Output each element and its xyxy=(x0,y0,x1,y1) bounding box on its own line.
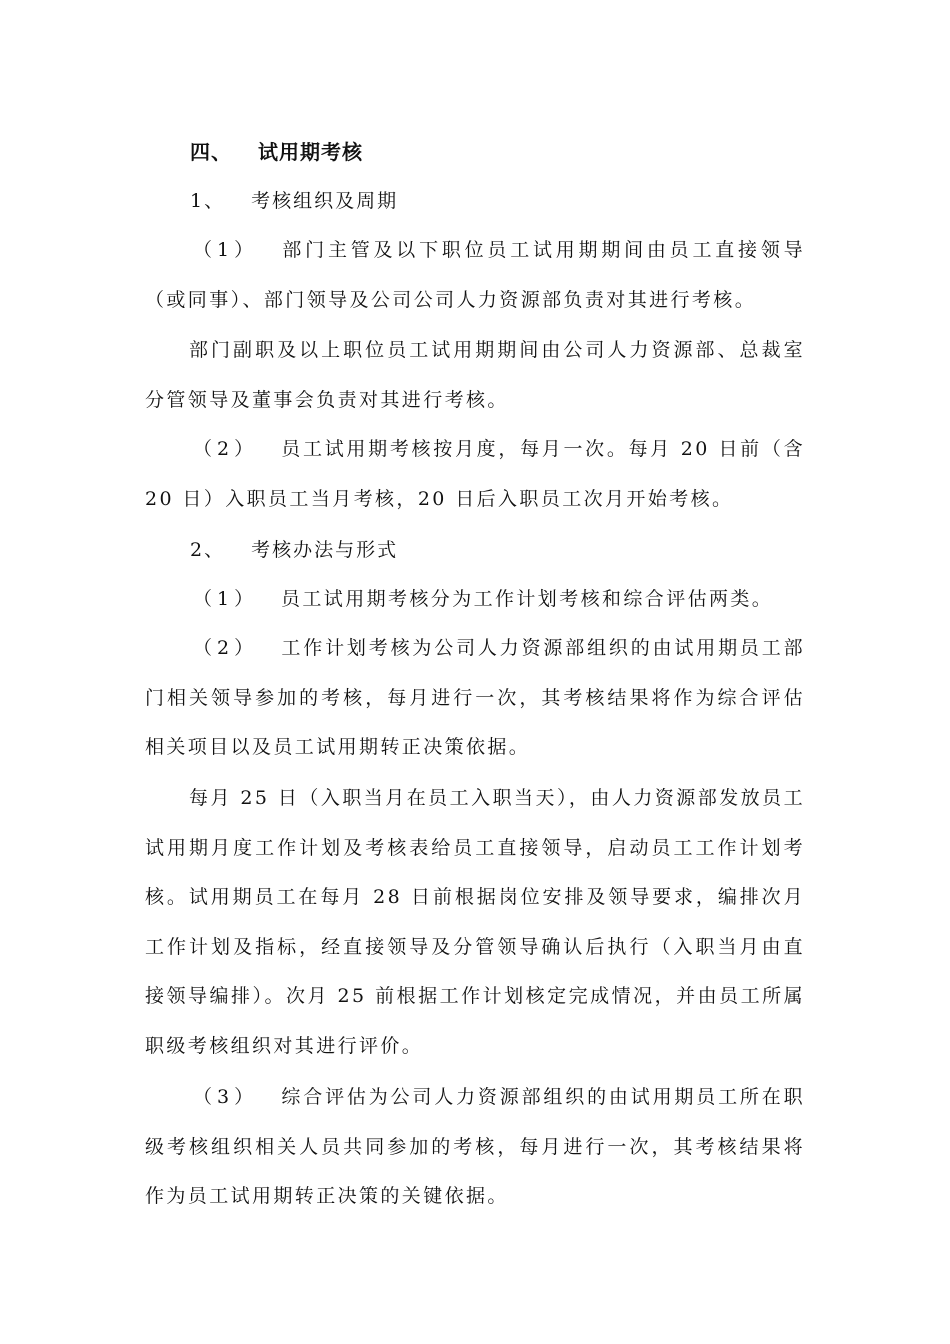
paragraph-management-scope xyxy=(145,326,805,425)
section-title-text: 试用期考核 xyxy=(258,140,363,164)
paragraph-item-2-3 xyxy=(145,1073,805,1222)
section-heading xyxy=(190,136,363,165)
subsection-title-text: 考核组织及周期 xyxy=(251,190,399,212)
item-number: （2） xyxy=(193,637,259,659)
subsection-number: 1、 xyxy=(190,190,226,212)
subsection-heading-1 xyxy=(190,186,398,213)
paragraph-text: 每月 25 日（入职当月在员工入职当天），由人力资源部发放员工试用期月度工作计划及考核表给员工直接领导，启动员工工作计划考核。试用期员工在每月 28 日前根据岗位安排及领导要求，编排次月工作计划及指标，经直接领导及分管领导确认后执行（入职当月由直接领导编排）。次月 25 前根据工作计划核定完成情况，并由员工所属职级考核组织对其进行评价。 xyxy=(145,787,805,1057)
item-text: 部门主管及以下职位员工试用期期间由员工直接领导（或同事）、部门领导及公司公司人力资源部负责对其进行考核。 xyxy=(145,239,805,311)
item-text: 综合评估为公司人力资源部组织的由试用期员工所在职级考核组织相关人员共同参加的考核，每月进行一次，其考核结果将作为员工试用期转正决策的关键依据。 xyxy=(145,1086,805,1208)
paragraph-item-2-1 xyxy=(145,575,805,625)
paragraph-monthly-process xyxy=(145,774,805,1072)
paragraph-item-1-1 xyxy=(145,226,805,325)
paragraph-text: 部门副职及以上职位员工试用期期间由公司人力资源部、总裁室分管领导及董事会负责对其进行考核。 xyxy=(145,339,805,411)
paragraph-item-1-2 xyxy=(145,425,805,524)
section-number: 四、 xyxy=(190,140,232,164)
item-text: 员工试用期考核分为工作计划考核和综合评估两类。 xyxy=(281,588,774,610)
subsection-title-text: 考核办法与形式 xyxy=(251,539,399,561)
subsection-heading-2 xyxy=(190,535,398,562)
item-number: （1） xyxy=(193,239,259,261)
item-number: （3） xyxy=(193,1086,259,1108)
item-text: 工作计划考核为公司人力资源部组织的由试用期员工部门相关领导参加的考核，每月进行一次，其考核结果将作为综合评估相关项目以及员工试用期转正决策依据。 xyxy=(145,637,805,759)
item-number: （2） xyxy=(193,438,259,460)
subsection-number: 2、 xyxy=(190,539,226,561)
paragraph-item-2-2 xyxy=(145,624,805,773)
item-text: 员工试用期考核按月度，每月一次。每月 20 日前（含 20 日）入职员工当月考核，20 日后入职员工次月开始考核。 xyxy=(145,438,805,510)
item-number: （1） xyxy=(193,588,259,610)
